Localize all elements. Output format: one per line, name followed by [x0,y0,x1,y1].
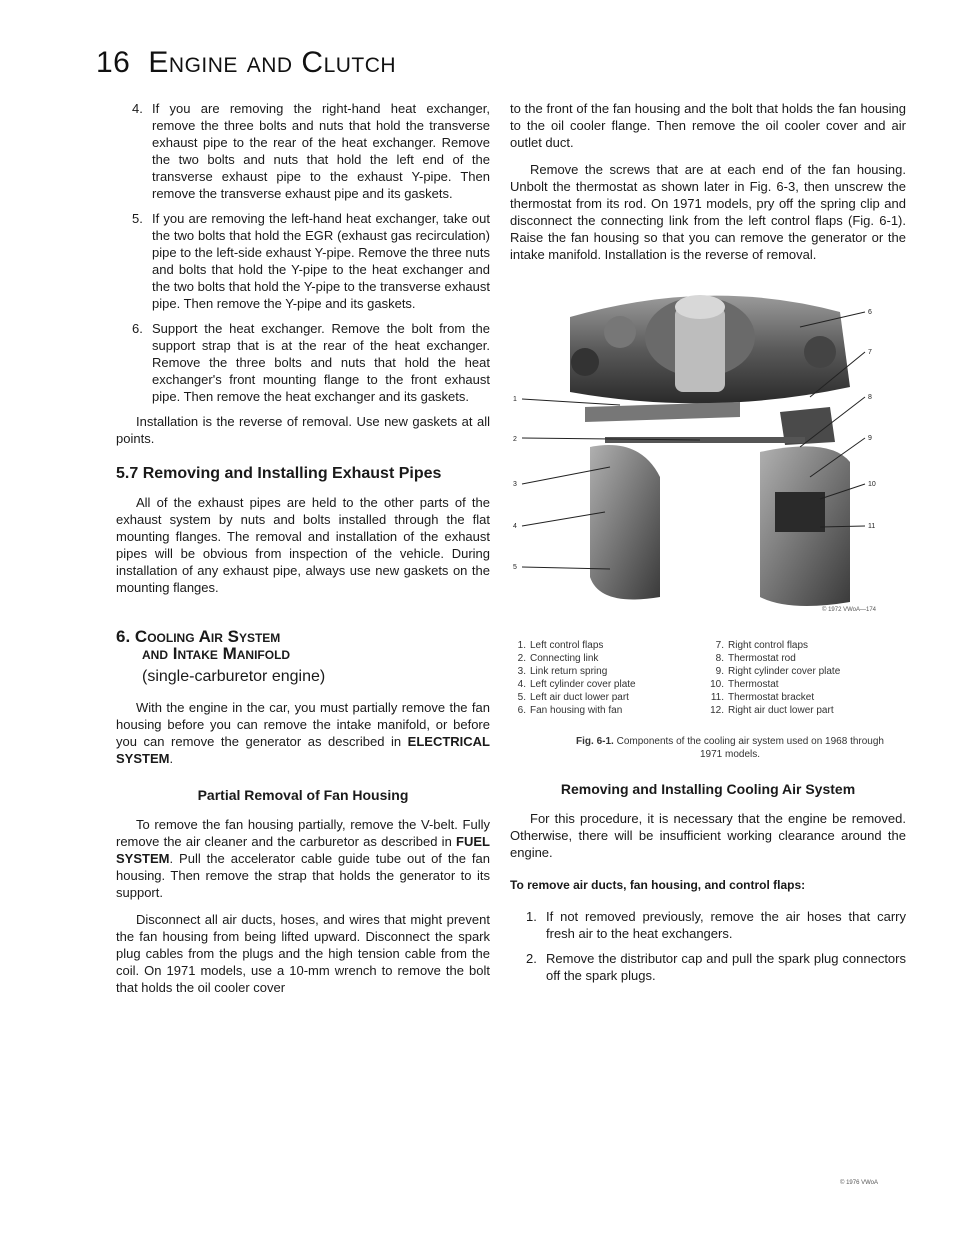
paragraph: To remove the fan housing partially, remove the V-belt. Fully remove the air cleaner and the carburetor as described in FUEL SYSTEM. Pull the accelerator cable guide tube out of the fan housing. Then remove the strap that holds the generator to its support. [116,817,490,900]
generator [675,307,725,392]
figure-legend [510,639,906,717]
page-header [96,46,396,80]
legend-item: 11. Thermostat bracket [710,692,815,703]
procedure-heading: To remove air ducts, fan housing, and control flaps: [510,878,806,892]
legend-item: 10. Thermostat [710,679,779,690]
right-outlet [804,336,836,368]
connecting-link [605,437,805,443]
list-item: 6. Support the heat exchanger. Remove the bolt from the support strap that is at the rear of the heat exchanger. Remove the three bolts and nuts that hold the heat exchanger's front mounting flange to the front exhaust pipe. Then remove the heat exchanger and its gaskets. [132,321,490,404]
legend-item: 9. Right cylinder cover plate [715,666,841,677]
left-air-duct [590,445,660,600]
sub-heading: Removing and Installing Cooling Air System [560,781,856,797]
legend-item: 12. Right air duct lower part [710,705,834,716]
figure-copyright: © 1972 VWoA—174 [821,607,876,613]
paragraph: Disconnect all air ducts, hoses, and wires that might prevent the fan housing from being lifted upward. Disconnect the spark plug cables from the plugs and the high tension cable from the coil. On 1971 models, use a 10-mm wrench to remove the bolt that holds the oil cooler cover [116,912,490,995]
section-heading: 5.7 Removing and Installing Exhaust Pipes [116,465,442,482]
paragraph: to the front of the fan housing and the bolt that holds the fan housing to the oil cooler flange. Then remove the oil cooler cover and air outlet duct. [510,101,906,150]
list-item: 1. If not removed previously, remove the air hoses that carry fresh air to the heat exchangers. [526,909,906,941]
legend-item: 5. Left air duct lower part [517,692,629,703]
callout-11: 11 [868,523,876,530]
callout-2: 2 [513,436,517,443]
section-6-paren: (single-carburetor engine) [142,668,326,685]
callout-10: 10 [868,481,876,488]
left-outlet [604,316,636,348]
legend-item: 7. Right control flaps [715,640,809,651]
paragraph: All of the exhaust pipes are held to the other parts of the exhaust system by nuts and bolts installed through the flat mounting flanges. The removal and installation of the exhaust pipes will be obvious from inspection of the vehicle. During installation of any exhaust pipe, always use new gaskets on the mounting flanges. [116,495,490,595]
right-column [510,100,906,992]
step-list-right [510,908,906,984]
callout-9: 9 [868,435,872,442]
cross-reference: FUEL SYSTEM [116,834,490,866]
sub-heading: Partial Removal of Fan Housing [197,787,409,803]
left-control-flaps [585,402,740,422]
cooling-system-illustration [510,277,906,627]
left-port [571,348,599,376]
paragraph: With the engine in the car, you must partially remove the fan housing before you can remove the intake manifold, or before you can remove the generator as described in ELECTRICAL SYSTEM. [116,700,490,766]
legend-item: 2. Connecting link [517,653,599,664]
legend-item: 4. Left cylinder cover plate [517,679,636,690]
figure-6-1 [510,277,906,627]
thermostat [775,492,825,532]
left-column [116,100,490,1006]
page-number: 16 [96,46,131,79]
list-item: 2. Remove the distributor cap and pull the spark plug connectors off the spark plugs. [526,951,906,983]
installation-note: Installation is the reverse of removal. Use new gaskets at all points. [116,414,490,446]
legend-column-right [708,639,906,717]
chapter-title: Engine and Clutch [148,46,397,79]
section-6-heading: 6. Cooling Air System [116,627,281,646]
callout-6: 6 [868,309,872,316]
paragraph: Remove the screws that are at each end of the fan housing. Unbolt the thermostat as shown later in Fig. 6-3, then unscrew the thermostat from its rod. On 1971 models, pry off the spring clip and disconnect the connecting link from the left control flaps (Fig. 6-1). Raise the fan housing so that you can remove the generator or the intake manifold. Installation is the reverse of removal. [510,162,906,262]
generator-top [675,295,725,319]
callout-5: 5 [513,564,517,571]
paragraph: For this procedure, it is necessary that the engine be removed. Otherwise, there will be insufficient working clearance around the engine. [510,811,906,860]
legend-item: 8. Thermostat rod [715,653,796,664]
legend-item: 3. Link return spring [517,666,608,677]
figure-caption: Fig. 6-1. Components of the cooling air system used on 1968 through 1971 models. [576,736,884,760]
legend-item: 1. Left control flaps [517,640,604,651]
section-6-subheading: and Intake Manifold [142,644,291,663]
legend-column-left [510,639,708,717]
callout-7: 7 [868,349,872,356]
cross-reference: ELECTRICAL SYSTEM [116,734,490,766]
callout-1: 1 [513,396,517,403]
list-item: 5. If you are removing the left-hand heat exchanger, take out the two bolts that hold the EGR (exhaust gas recirculation) pipe to the left-side exhaust Y-pipe. Remove the three nuts and bolts that hold the Y-pipe to the heat exchanger and the two bolts that hold the Y-pipe to the transverse exhaust pipe. Then remove the Y-pipe and its gaskets. [132,211,490,311]
step-list-left [116,100,490,405]
callout-4: 4 [513,523,517,530]
bottom-copyright: © 1976 VWoA [840,1180,878,1186]
callout-3: 3 [513,481,517,488]
list-item: 4. If you are removing the right-hand heat exchanger, remove the three bolts and nuts that hold the transverse exhaust pipe to the rear of the heat exchanger. Remove the two bolts and nuts that hold the left end of the transverse exhaust pipe to the exhaust Y-pipe. Then remove the transverse exhaust pipe and its gaskets. [132,101,490,201]
callout-8: 8 [868,394,872,401]
legend-item: 6. Fan housing with fan [517,705,623,716]
